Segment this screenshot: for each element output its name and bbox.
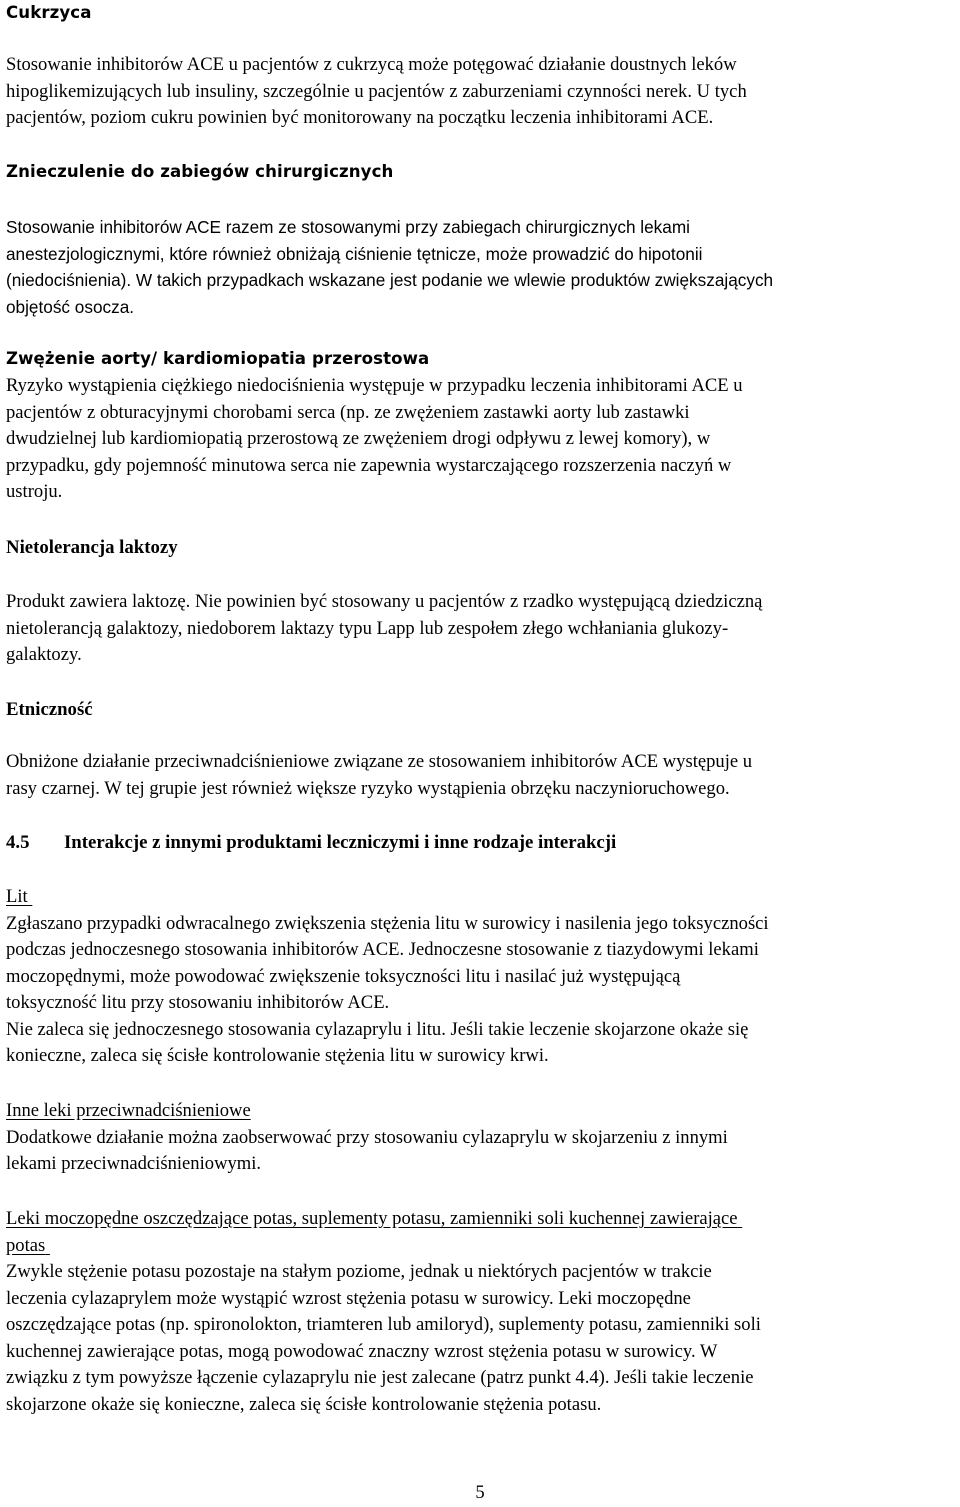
text-line: moczopędnymi, może powodować zwiększenie toksyczności litu i nasilać już występującą <box>6 965 681 987</box>
section-number: 4.5 <box>6 832 30 853</box>
paragraph-leki-moczopedne <box>6 1206 956 1418</box>
text-line: kuchennej zawierające potas, mogą powodować znaczny wzrost stężenia potasu w surowicy. W <box>6 1340 718 1362</box>
text-line: Zgłaszano przypadki odwracalnego zwiększenia stężenia litu w surowicy i nasilenia jego toksyczności <box>6 912 769 934</box>
text-line: (niedociśnienia). W takich przypadkach wskazane jest podanie we wlewie produktów zwiększających <box>6 270 774 290</box>
text-line: oszczędzające potas (np. spironolokton, triamteren lub amiloryd), suplementy potasu, zamienniki soli <box>6 1314 761 1335</box>
text-line: Obniżone działanie przeciwnadciśnieniowe związane ze stosowaniem inhibitorów ACE występuje u <box>6 751 753 772</box>
subheading-inne-leki: Inne leki przeciwnadciśnieniowe <box>6 1100 251 1121</box>
text-line: związku z tym powyższe łączenie cylazaprylu nie jest zalecane (patrz punkt 4.4). Jeśli takie leczenie <box>6 1367 754 1388</box>
text-line: lekami przeciwnadciśnieniowymi. <box>6 1153 262 1174</box>
text-line: Produkt zawiera laktozę. Nie powinien być stosowany u pacjentów z rzadko występującą dziedziczną <box>6 591 763 612</box>
text-line: przypadku, gdy pojemność minutowa serca nie zapewnia wystarczającego rozszerzenia naczyń w <box>6 454 732 476</box>
text-line: pacjentów z obturacyjnymi chorobami serca (np. ze zwężeniem zastawki aorty lub zastawki <box>6 401 690 423</box>
paragraph-nietolerancja-laktozy <box>6 589 956 669</box>
subheading-leki-moczopedne-cont <box>6 1233 956 1260</box>
subheading-leki-moczopedne <box>6 1206 956 1233</box>
text-line: konieczne, zaleca się ścisłe kontrolowanie stężenia litu w surowicy krwi. <box>6 1045 549 1066</box>
text-line: pacjentów, poziom cukru powinien być monitorowany na początku leczenia inhibitorami ACE. <box>6 107 714 128</box>
page-number: 5 <box>475 1482 485 1503</box>
text-line: ustroju. <box>6 481 63 502</box>
paragraph-zwezenie-aorty <box>6 373 956 506</box>
text-line: Nie zaleca się jednoczesnego stosowania cylazaprylu i litu. Jeśli takie leczenie skojarzone okaże się <box>6 1018 749 1040</box>
heading-nietolerancja-laktozy: Nietolerancja laktozy <box>6 537 178 558</box>
heading-cukrzyca: Cukrzyca <box>6 3 92 22</box>
paragraph-znieczulenie <box>6 214 956 320</box>
text-line: Dodatkowe działanie można zaobserwować przy stosowaniu cylazaprylu w skojarzeniu z innymi <box>6 1126 728 1148</box>
section-title: Interakcje z innymi produktami leczniczymi i inne rodzaje interakcji <box>64 832 617 853</box>
text-line: Ryzyko wystąpienia ciężkiego niedociśnienia występuje w przypadku leczenia inhibitorami ACE u <box>6 375 743 396</box>
heading-zwezenie-aorty: Zwężenie aorty/ kardiomiopatia przerostowa <box>6 349 430 368</box>
section-4-5-heading <box>6 830 956 857</box>
subheading-leki-moczopedne-line1: Leki moczopędne oszczędzające potas, suplementy potasu, zamienniki soli kuchennej zawierające <box>6 1208 738 1229</box>
text-line: toksyczność litu przy stosowaniu inhibitorów ACE. <box>6 992 390 1013</box>
text-line: galaktozy. <box>6 644 82 665</box>
subheading-lit-text: Lit <box>6 886 28 907</box>
text-line: nietolerancją galaktozy, niedoborem laktazy typu Lapp lub zespołem złego wchłaniania glukozy- <box>6 617 729 639</box>
text-line: objętość osocza. <box>6 296 135 317</box>
heading-etnicznosc: Etniczność <box>6 699 93 720</box>
text-line: Stosowanie inhibitorów ACE u pacjentów z cukrzycą może potęgować działanie doustnych leków <box>6 54 737 75</box>
text-line: rasy czarnej. W tej grupie jest również większe ryzyko wystąpienia obrzęku naczynioruchowego. <box>6 777 730 799</box>
text-line: leczenia cylazaprylem może wystąpić wzrost stężenia potasu w surowicy. Leki moczopędne <box>6 1287 691 1309</box>
subheading-leki-moczopedne-line2: potas <box>6 1234 46 1256</box>
paragraph-lit <box>6 884 956 1070</box>
paragraph-cukrzyca <box>6 52 956 132</box>
paragraph-inne-leki <box>6 1098 956 1178</box>
text-line: Zwykle stężenie potasu pozostaje na stałym poziome, jednak u niektórych pacjentów w trakcie <box>6 1261 712 1282</box>
subheading-lit <box>6 884 956 911</box>
text-line: dwudzielnej lub kardiomiopatią przerostową ze zwężeniem drogi odpływu z lewej komory), w <box>6 428 711 449</box>
text-line: hipoglikemizujących lub insuliny, szczególnie u pacjentów z zaburzeniami czynności nerek. U tych <box>6 80 747 102</box>
heading-znieczulenie: Znieczulenie do zabiegów chirurgicznych <box>6 162 394 181</box>
text-line: anestezjologicznymi, które również obniżają ciśnienie tętnicze, może prowadzić do hipotonii <box>6 243 703 264</box>
text-line: podczas jednoczesnego stosowania inhibitorów ACE. Jednoczesne stosowanie z tiazydowymi lekami <box>6 939 759 960</box>
paragraph-etnicznosc <box>6 749 956 802</box>
text-line: skojarzone okaże się konieczne, zaleca się ścisłe kontrolowanie stężenia potasu. <box>6 1393 602 1415</box>
text-line: Stosowanie inhibitorów ACE razem ze stosowanymi przy zabiegach chirurgicznych lekami <box>6 217 690 237</box>
